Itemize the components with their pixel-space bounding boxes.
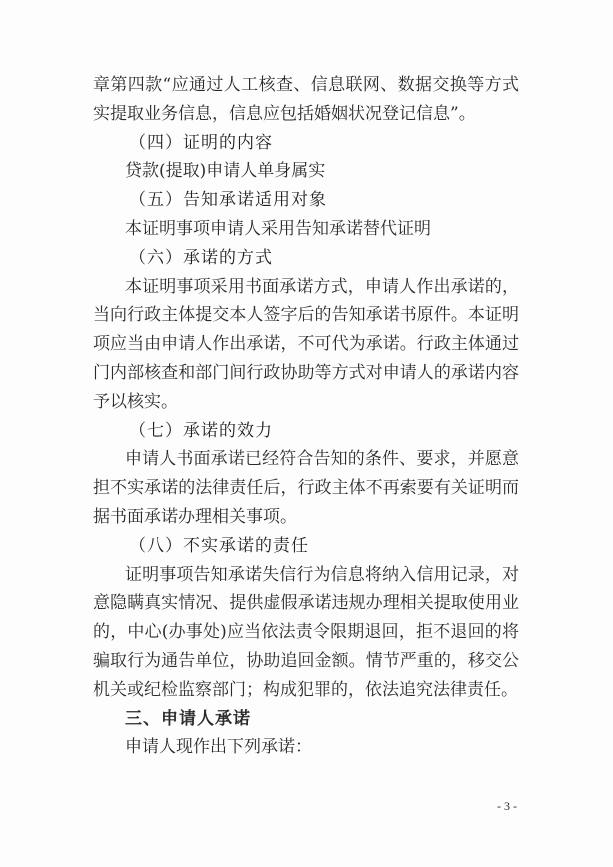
paragraph-line: 当向行政主体提交本人签字后的告知承诺书原件。本证明 [93, 305, 519, 326]
paragraph-line: 予以核实。 [93, 391, 178, 412]
document-body [93, 71, 519, 762]
section-heading-5: （五）告知承诺适用对象 [129, 190, 327, 211]
paragraph-line: 章第四款“应通过人工核查、信息联网、数据交换等方式 [93, 75, 519, 95]
paragraph-line: 证明事项告知承诺失信行为信息将纳入信用记录，对 [125, 564, 519, 585]
paragraph-line: 申请人现作出下列承诺： [125, 737, 312, 758]
paragraph-line: 担不实承诺的法律责任后，行政主体不再索要有关证明而 [93, 478, 519, 499]
paragraph-line: 贷款(提取)申请人单身属实 [125, 161, 326, 182]
paragraph-line: 本证明事项采用书面承诺方式，申请人作出承诺的， [125, 276, 519, 297]
section-heading-7: （七）承诺的效力 [129, 420, 273, 441]
paragraph-line: 实提取业务信息，信息应包括婚姻状况登记信息”。 [93, 103, 476, 124]
paragraph-line: 门内部核查和部门间行政协助等方式对申请人的承诺内容 [93, 362, 519, 383]
section-heading-6: （六）承诺的方式 [129, 247, 273, 268]
section-heading-4: （四）证明的内容 [129, 132, 273, 153]
paragraph-line: 本证明事项申请人采用告知承诺替代证明 [125, 218, 431, 239]
paragraph-line: 申请人书面承诺已经符合告知的条件、要求，并愿意 [125, 449, 519, 470]
page-number: - 3 - [497, 799, 517, 813]
chapter-heading-3: 三、申请人承诺 [125, 708, 251, 729]
paragraph-line: 机关或纪检监察部门；构成犯罪的，依法追究法律责任。 [93, 679, 518, 700]
paragraph-line: 项应当由申请人作出承诺，不可代为承诺。行政主体通过 [93, 334, 519, 355]
section-heading-8: （八）不实承诺的责任 [129, 535, 309, 556]
paragraph-line: 意隐瞒真实情况、提供虚假承诺违规办理相关提取使用业 [93, 593, 519, 614]
paragraph-line: 骗取行为通告单位，协助追回金额。情节严重的，移交公 [93, 650, 519, 671]
paragraph-line: 据书面承诺办理相关事项。 [93, 506, 297, 527]
paragraph-line: 的，中心(办事处)应当依法责令限期退回，拒不退回的将 [93, 622, 519, 643]
